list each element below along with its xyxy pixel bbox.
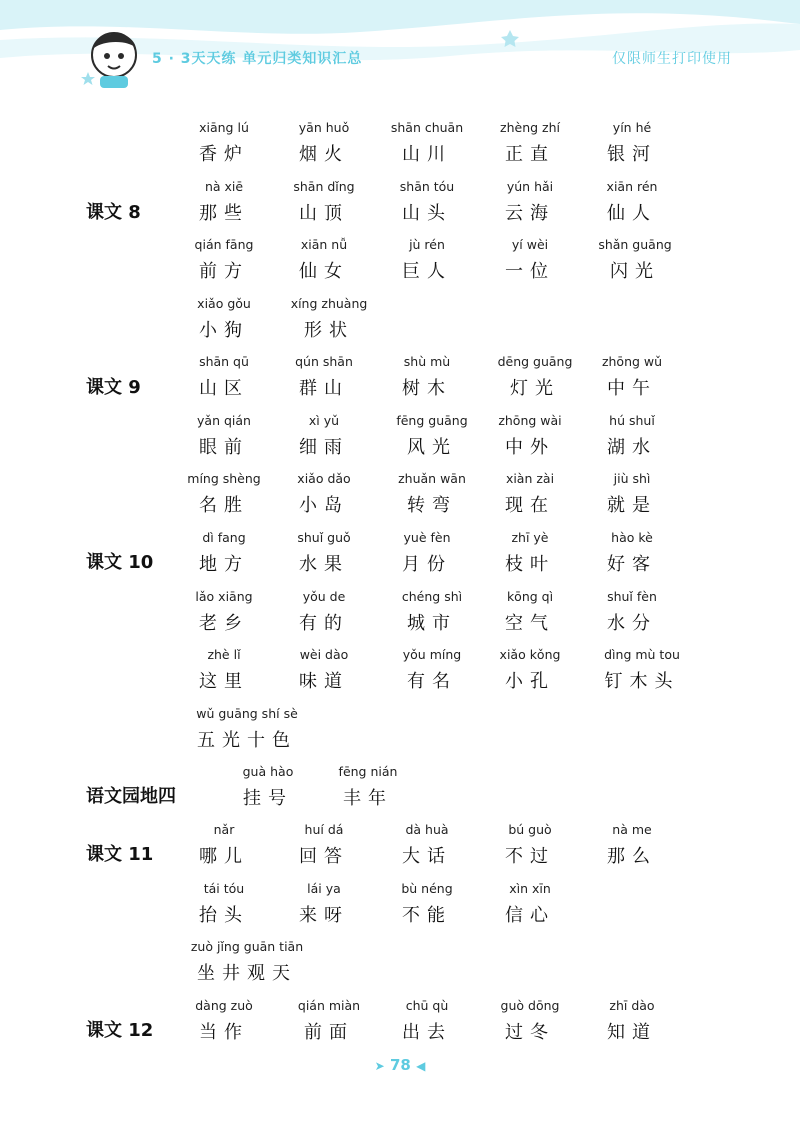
section-label-lesson-12: 课文 12 [86,1020,154,1041]
vocab-word: xiǎo gǒu 小狗 [197,296,251,341]
vocab-word: shǎn guāng 闪光 [598,237,672,282]
vocab-word: wǔ guāng shí sè 五光十色 [196,706,298,751]
vocab-word: qián fāng 前方 [194,237,254,282]
vocab-word: nǎr 哪儿 [199,822,249,867]
vocab-word: wèi dào 味道 [299,647,349,692]
vocab-word: shān tóu 山头 [399,179,455,224]
page-number [370,1056,430,1074]
vocab-word: shān dǐng 山顶 [293,179,355,224]
vocab-word: xiāng lú 香炉 [199,120,249,165]
vocab-word: shuǐ fèn 水分 [607,589,657,634]
vocab-word: kōng qì 空气 [505,589,555,634]
vocab-word: zhī yè 枝叶 [505,530,555,575]
header-print-note: 仅限师生打印使用 [612,51,732,67]
vocab-word: zhuǎn wān 转弯 [398,471,466,516]
vocab-word: nà xiē 那些 [199,179,249,224]
vocab-word: hú shuǐ 湖水 [607,413,657,458]
vocab-word: xiǎo kǒng 小孔 [499,647,561,692]
header-series-title: 5 · 3天天练 单元归类知识汇总 [152,51,363,67]
vocab-word: chéng shì 城市 [401,589,463,634]
vocab-word: guà hào 挂号 [242,764,294,809]
vocab-word: bú guò 不过 [505,822,555,867]
vocab-word: hào kè 好客 [607,530,657,575]
vocab-word: dēng guāng 灯光 [497,354,573,399]
vocab-word: xì yǔ 细雨 [299,413,349,458]
vocab-word: zhōng wài 中外 [498,413,562,458]
vocab-word: jù rén 巨人 [402,237,452,282]
vocab-word: yín hé 银河 [607,120,657,165]
arrow-right-icon: ➤ [374,1059,385,1073]
vocab-word: nà me 那么 [607,822,657,867]
section-label-lesson-8: 课文 8 [86,202,141,223]
vocab-word: qián miàn 前面 [297,998,361,1043]
vocab-word: shān qū 山区 [199,354,249,399]
vocab-word: fēng nián 丰年 [338,764,398,809]
vocab-word: lái ya 来呀 [299,881,349,926]
vocab-word: shù mù 树木 [402,354,452,399]
page-number-value: 78 [389,1056,411,1074]
vocab-word: zhōng wǔ 中午 [601,354,663,399]
vocab-word: lǎo xiāng 老乡 [195,589,253,634]
vocab-word: xìn xīn 信心 [505,881,555,926]
vocab-word: huí dá 回答 [299,822,349,867]
vocab-word: fēng guāng 风光 [396,413,468,458]
vocab-word: xiàn zài 现在 [505,471,555,516]
vocab-word: dìng mù tou 钉木头 [604,647,680,692]
vocab-word: yǒu míng 有名 [402,647,462,692]
page-header [0,0,800,90]
vocab-word: yǎn qián 眼前 [197,413,251,458]
vocab-word: bù néng 不能 [401,881,453,926]
section-label-lesson-9: 课文 9 [86,377,141,398]
vocab-word: dà huà 大话 [402,822,452,867]
vocab-word: dì fang 地方 [199,530,249,575]
vocab-word: yún hǎi 云海 [505,179,555,224]
vocab-word: zuò jǐng guān tiān 坐井观天 [190,939,304,984]
vocab-word: dàng zuò 当作 [195,998,253,1043]
vocab-word: tái tóu 抬头 [199,881,249,926]
section-label-lesson-10: 课文 10 [86,552,154,573]
vocab-word: shān chuān 山川 [390,120,464,165]
vocab-word: zhè lǐ 这里 [199,647,249,692]
arrow-left-icon: ◀ [416,1059,426,1073]
vocab-word: zhī dào 知道 [607,998,657,1043]
vocab-word: zhèng zhí 正直 [500,120,560,165]
header-wave-banner [0,0,800,90]
vocab-word: míng shèng 名胜 [187,471,261,516]
vocab-word: qún shān 群山 [295,354,353,399]
vocab-word: yí wèi 一位 [505,237,555,282]
vocab-word: guò dōng 过冬 [500,998,560,1043]
vocab-word: xiān nǚ 仙女 [299,237,349,282]
vocab-word: xiǎo dǎo 小岛 [297,471,351,516]
vocab-word: xíng zhuàng 形状 [290,296,368,341]
mascot-boy-icon [92,33,136,88]
vocab-word: yuè fèn 月份 [402,530,452,575]
section-label-lesson-11: 课文 11 [86,844,154,865]
vocab-word: xiān rén 仙人 [606,179,658,224]
vocab-word: yǒu de 有的 [299,589,349,634]
vocab-word: chū qù 出去 [402,998,452,1043]
vocab-word: yān huǒ 烟火 [298,120,350,165]
vocab-word: jiù shì 就是 [607,471,657,516]
section-label-chinese-garden-4: 语文园地四 [86,786,176,807]
vocab-word: shuǐ guǒ 水果 [297,530,351,575]
